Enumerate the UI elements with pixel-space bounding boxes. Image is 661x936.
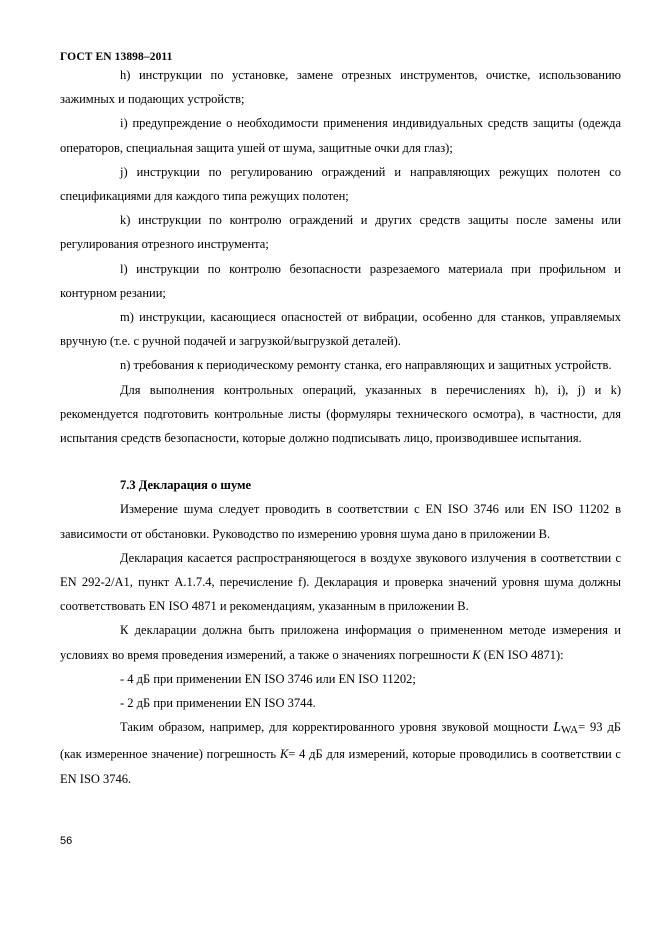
page-number: 56: [60, 835, 73, 847]
declaration-paragraph: Декларация касается распространяющегося в воздухе звукового излучения в соответствии с EN 292-2/А1, пункт А.1.7.4, перечисление f). Декларация и проверка значений уровня шума должны соответствовать EN ISO 4871 и рекомендациям, указанным в приложении В.: [60, 550, 621, 614]
item-i: i) предупреждение о необходимости применения индивидуальных средств защиты (одежда операторов, специальная защита ушей от шума, защитные очки для глаз);: [60, 116, 621, 155]
info-text-before: К декларации должна быть приложена информация о примененном методе измерения и условиях во время проведения измерений, а также о значениях погрешности: [60, 623, 621, 662]
item-n: n) требования к периодическому ремонту станка, его направляющих и защитных устройств.: [120, 358, 612, 373]
list-item: - 2 дБ при применении EN ISO 3744.: [120, 696, 316, 711]
uncertainty-symbol: K: [472, 647, 481, 662]
lwa-symbol-sub: WA: [560, 724, 579, 737]
example-text-1: Таким образом, например, для корректированного уровня звуковой мощности: [120, 720, 554, 735]
standard-header: ГОСТ EN 13898–2011: [60, 51, 173, 63]
lwa-symbol: [553, 720, 578, 735]
section-title: 7.3 Декларация о шуме: [120, 478, 252, 493]
checklist-paragraph: Для выполнения контрольных операций, указанных в перечислениях h), i), j) и k) рекомендуется подготовить контрольные листы (формуляры технического осмотра), в частности, для испытания средств безопасности, которые должно подписывать лицо, производившее испытания.: [60, 382, 621, 446]
item-l: l) инструкции по контролю безопасности разрезаемого материала при профильном и контурном резании;: [60, 261, 621, 300]
info-text-after: (EN ISO 4871):: [480, 647, 564, 662]
info-paragraph: [60, 618, 621, 666]
item-k: k) инструкции по контролю ограждений и других средств защиты после замены или регулирования отрезного инструмента;: [60, 213, 621, 252]
example-text-3: = 4 дБ для измерений, которые проводились в соответствии с EN ISO 3746.: [60, 747, 621, 786]
lwa-symbol-main: L: [553, 720, 561, 736]
item-m: m) инструкции, касающиеся опасностей от вибрации, особенно для станков, управляемых вручную (т.е. с ручной подачей и загрузкой/выгрузкой деталей).: [60, 310, 621, 349]
list-item: - 4 дБ при применении EN ISO 3746 или EN ISO 11202;: [120, 671, 416, 686]
section-gap: [60, 450, 621, 473]
example-paragraph: [60, 715, 621, 791]
example-text-2: = 93 дБ (как измеренное значение) погрешность: [60, 720, 621, 762]
item-j: j) инструкции по регулированию ограждений и направляющих режущих полотен со спецификациями для каждого типа режущих полотен;: [60, 164, 621, 204]
uncertainty-symbol: K: [279, 747, 289, 762]
noise-measurement-paragraph: Измерение шума следует проводить в соответствии с EN ISO 3746 или EN ISO 11202 в зависимости от обстановки. Руководство по измерению уровня шума дано в приложении В.: [60, 502, 621, 541]
body-text: [60, 63, 621, 791]
item-h: h) инструкции по установке, замене отрезных инструментов, очистке, использованию зажимных и подающих устройств;: [60, 68, 621, 107]
